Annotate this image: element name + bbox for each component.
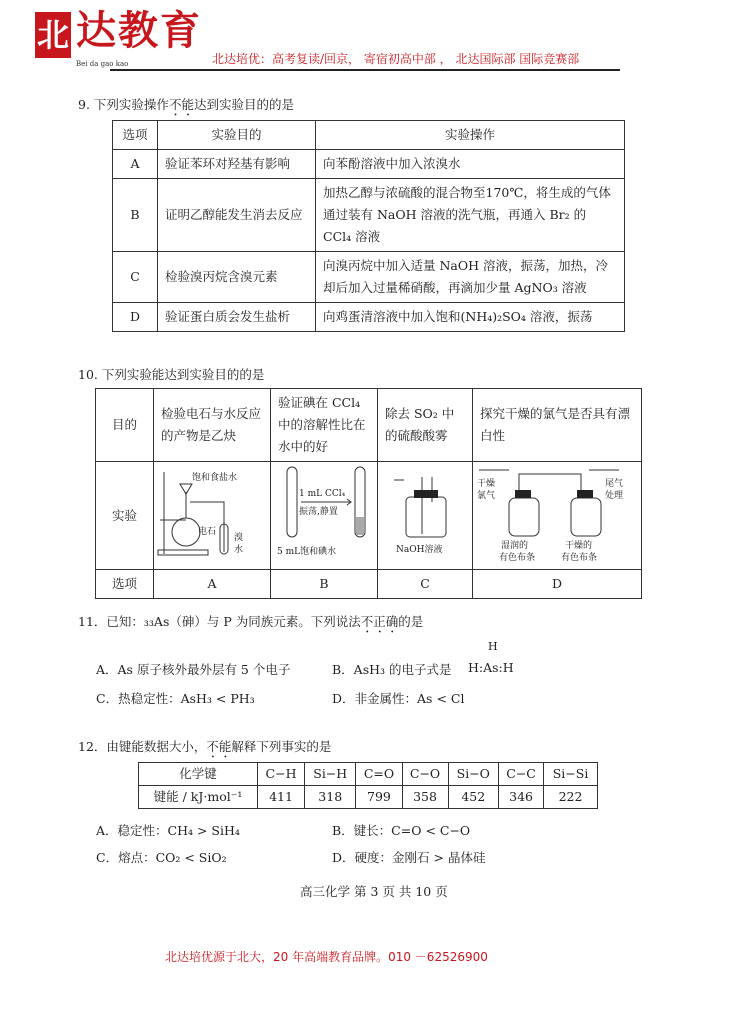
row-label: 目的 [96, 389, 154, 462]
acetylene-apparatus-icon [154, 462, 270, 562]
svg-text:1 mL CCl₄: 1 mL CCl₄ [299, 489, 346, 499]
apparatus-c [378, 462, 473, 570]
svg-text:电石: 电石 [198, 527, 217, 537]
goal-cell: 探究干燥的氯气是否具有漂白性 [473, 389, 642, 462]
svg-text:NaOH溶液: NaOH溶液 [396, 545, 443, 555]
q12-option-c: C．熔点：CO₂ < SiO₂ [96, 850, 227, 865]
logo-text: 达教育 [76, 7, 202, 54]
bond-cell: C−H [258, 763, 305, 786]
goal-cell: 验证碘在 CCl₄ 中的溶解性比在水中的好 [271, 389, 378, 462]
energy-cell: 452 [448, 786, 498, 809]
promo-footer: 北达培优源于北大，20 年高端教育品牌。010 －62526900 [165, 950, 488, 964]
header-links: 北达培优：高考复读/回京， 寄宿初高中部 ， 北达国际部 国际竞赛部 [212, 52, 580, 66]
svg-text:干燥: 干燥 [477, 479, 496, 489]
table-row: D 验证蛋白质会发生盐析 向鸡蛋清溶液中加入饱和(NH₄)₂SO₄ 溶液，振荡 [113, 303, 625, 332]
bond-cell: Si−H [305, 763, 356, 786]
row-label: 实验 [96, 462, 154, 570]
table-row: A 验证苯环对羟基有影响 向苯酚溶液中加入浓溴水 [113, 150, 625, 179]
q11-option-b: B．AsH₃ 的电子式是 [332, 662, 452, 677]
bond-energy-table [138, 762, 598, 809]
goal-cell: 检验电石与水反应的产物是乙炔 [154, 389, 271, 462]
page-footer: 高三化学 第 3 页 共 10 页 [300, 884, 448, 899]
svg-text:5 mL饱和碘水: 5 mL饱和碘水 [277, 547, 337, 557]
bond-cell: Si−Si [544, 763, 598, 786]
bond-cell: C−C [499, 763, 544, 786]
svg-text:振荡,静置: 振荡,静置 [299, 507, 338, 517]
q10-title: 10. 下列实验能达到实验目的的是 [78, 367, 265, 382]
svg-text:干燥的: 干燥的 [565, 541, 593, 551]
energy-cell: 222 [544, 786, 598, 809]
header-cell: 实验目的 [158, 121, 316, 150]
svg-text:湿润的: 湿润的 [501, 541, 529, 551]
energy-cell: 799 [356, 786, 402, 809]
bond-cell: C−O [402, 763, 448, 786]
table-row: B 证明乙醇能发生消去反应 加热乙醇与浓硫酸的混合物至170℃，将生成的气体通过装有 NaOH 溶液的洗气瓶，再通入 Br₂ 的 CCl₄ 溶液 [113, 179, 625, 252]
option-cell: C [378, 570, 473, 599]
header-divider [110, 69, 620, 71]
apparatus-a [154, 462, 271, 570]
svg-text:氯气: 氯气 [477, 491, 496, 501]
q12-title: 12．由键能数据大小，不能解释下列事实的是 [78, 739, 332, 754]
header-cell: 键能 / kJ·mol⁻¹ [139, 786, 258, 809]
table-row: C 检验溴丙烷含溴元素 向溴丙烷中加入适量 NaOH 溶液，振荡，加热，冷却后加入过量稀硝酸，再滴加少量 AgNO₃ 溶液 [113, 252, 625, 303]
logo-subtitle: Bei da gao kao [76, 60, 129, 68]
option-cell: A [154, 570, 271, 599]
q11-option-d: D．非金属性：As < Cl [332, 691, 465, 706]
option-cell: D [473, 570, 642, 599]
energy-cell: 346 [499, 786, 544, 809]
svg-text:溴: 溴 [234, 533, 244, 543]
goal-cell: 除去 SO₂ 中的硫酸酸雾 [378, 389, 473, 462]
q11-option-a: A．As 原子核外最外层有 5 个电子 [96, 662, 291, 677]
svg-text:尾气: 尾气 [605, 479, 624, 489]
q9-table [112, 120, 625, 332]
svg-text:处理: 处理 [605, 491, 624, 501]
svg-text:水: 水 [234, 545, 244, 555]
apparatus-d [473, 462, 642, 570]
row-label: 选项 [96, 570, 154, 599]
option-cell: B [271, 570, 378, 599]
q12-option-b: B．键长：C=O < C−O [332, 823, 471, 838]
svg-text:有色布条: 有色布条 [561, 553, 598, 562]
q9-title: 9. 下列实验操作不能达到实验目的的是 [78, 97, 294, 112]
gas-washing-bottle-icon [378, 462, 472, 562]
logo-mark: 北 [35, 12, 71, 58]
lewis-structure: H:As:H [468, 660, 514, 675]
bond-cell: C=O [356, 763, 402, 786]
svg-text:有色布条: 有色布条 [499, 553, 536, 562]
q12-option-d: D．硬度：金刚石 > 晶体硅 [332, 850, 486, 865]
test-tube-extraction-icon [271, 462, 377, 562]
header-cell: 选项 [113, 121, 158, 150]
q12-option-a: A．稳定性：CH₄ > SiH₄ [96, 823, 240, 838]
energy-cell: 318 [305, 786, 356, 809]
bond-cell: Si−O [448, 763, 498, 786]
chlorine-bleaching-apparatus-icon [473, 462, 641, 562]
lewis-top-h: H [488, 640, 498, 653]
header-cell: 化学键 [139, 763, 258, 786]
q11-title: 11．已知：₃₃As（砷）与 P 为同族元素。下列说法不正确的是 [78, 614, 424, 629]
q11-option-c: C．热稳定性：AsH₃ < PH₃ [96, 691, 255, 706]
header-cell: 实验操作 [316, 121, 625, 150]
apparatus-b [271, 462, 378, 570]
energy-cell: 411 [258, 786, 305, 809]
q10-table [95, 388, 642, 599]
svg-text:饱和食盐水: 饱和食盐水 [192, 473, 238, 483]
energy-cell: 358 [402, 786, 448, 809]
